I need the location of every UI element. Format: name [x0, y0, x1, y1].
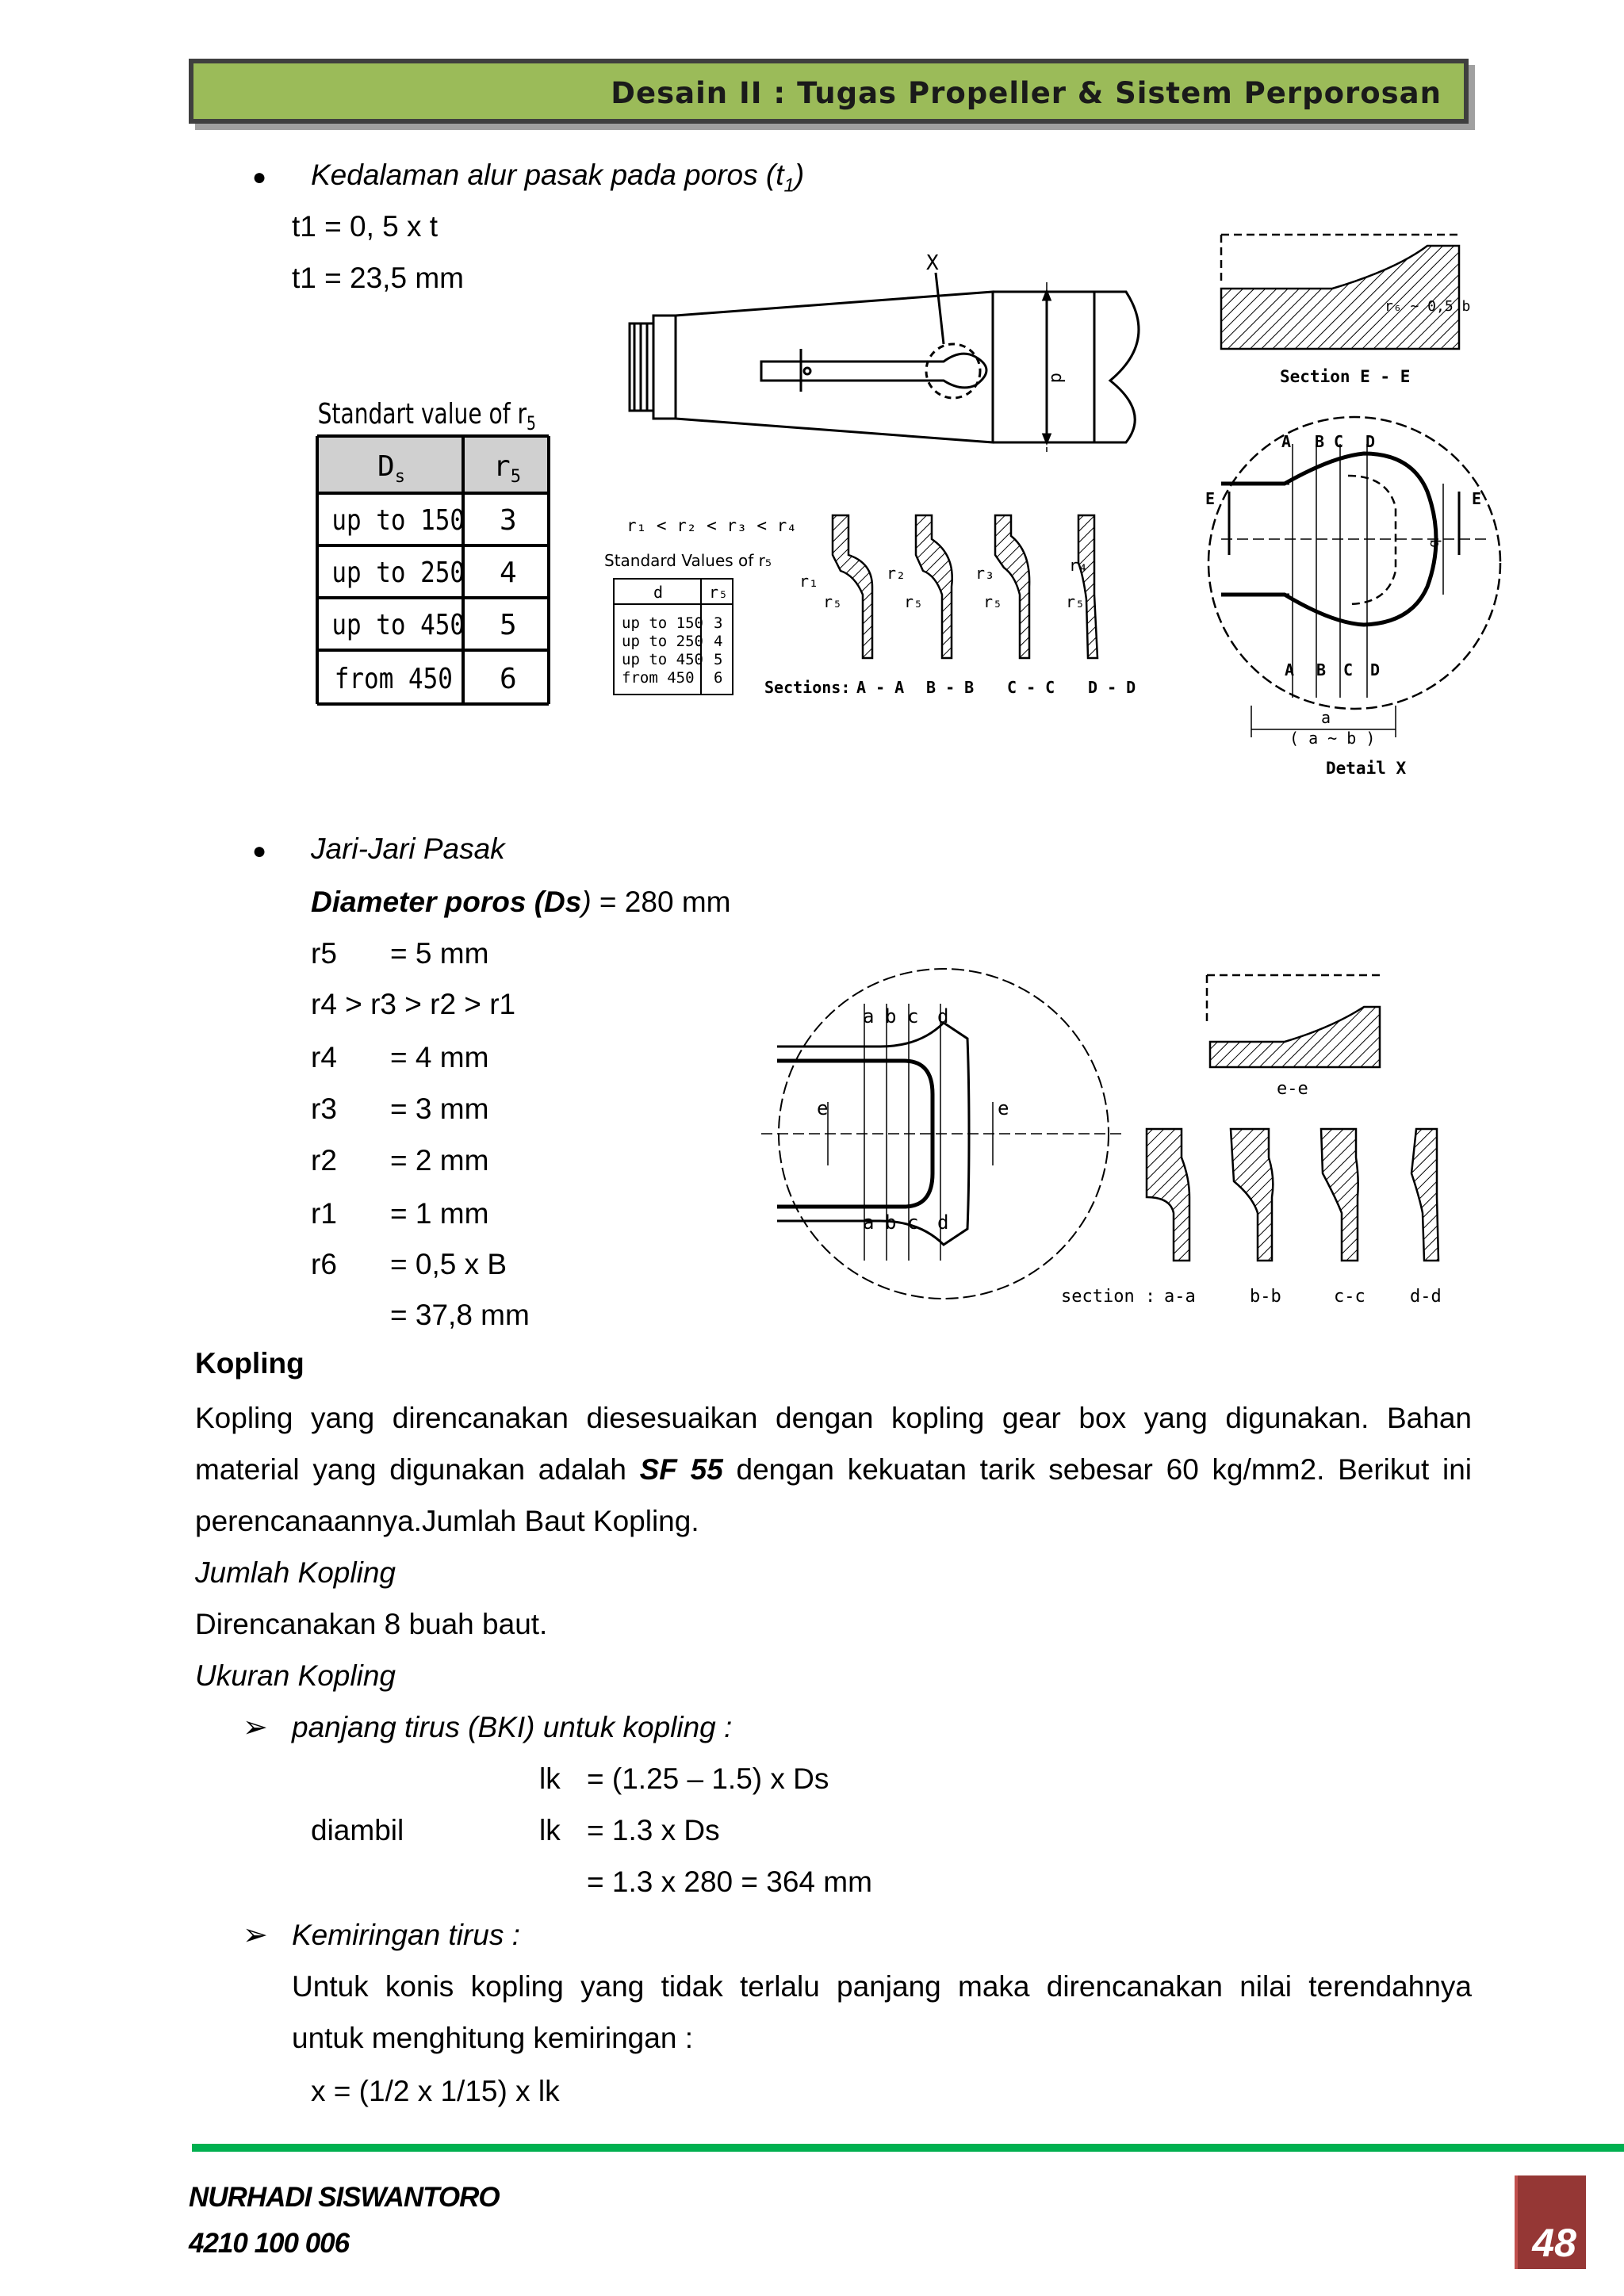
r5-row-val: 3 — [500, 504, 517, 537]
ukuran-kopling-heading: Ukuran Kopling — [195, 1659, 396, 1692]
r5-key: r5 — [311, 937, 337, 970]
section1-heading-text: Kedalaman alur pasak pada poros (t — [311, 159, 784, 191]
kopling-line2-a: material yang digunakan adalah — [195, 1453, 640, 1486]
r5-col-r5: $r_5$ — [493, 450, 521, 487]
fig2-label-c: c — [907, 1005, 919, 1027]
small-col-r5: r₅ — [709, 583, 729, 602]
r4-value: = 4 mm — [390, 1041, 489, 1073]
material-name: SF 55 — [639, 1453, 723, 1486]
detail-label-B: B — [1315, 432, 1325, 451]
fig2-section-aa: a-a — [1164, 1287, 1196, 1307]
fig2-section-cc: c-c — [1334, 1287, 1365, 1307]
eq1-value: = (1.25 – 1.5) x Ds — [587, 1762, 829, 1795]
r5-standard-table — [314, 395, 553, 712]
fig2-label-d: d — [937, 1005, 949, 1027]
section1-heading — [311, 159, 804, 197]
detail-label-E: E — [1472, 489, 1482, 508]
keyway-section-figure — [761, 959, 1459, 1316]
diameter-line — [311, 886, 730, 919]
small-row-d: up to 150 — [622, 614, 703, 632]
r6-value: = 0,5 x B — [390, 1248, 508, 1280]
eq3-value: = 1.3 x 280 = 364 mm — [587, 1866, 872, 1898]
section-aa: A - A — [856, 678, 905, 697]
detail-x-label: Detail X — [1326, 759, 1407, 778]
detail-label-C: C — [1334, 432, 1344, 451]
small-row-r: 6 — [714, 669, 723, 687]
section-bb: B - B — [926, 678, 975, 697]
section1-heading-sub: 1 — [783, 174, 795, 197]
kopling-paragraph-line3: perencanaannya.Jumlah Baut Kopling. — [195, 1505, 699, 1537]
fig2-label-b: b — [885, 1005, 897, 1027]
r6-result: = 37,8 mm — [390, 1299, 530, 1331]
eq2-symbol: lk — [539, 1814, 561, 1846]
fig2-section-bb: b-b — [1250, 1287, 1281, 1307]
small-row-r: 4 — [714, 633, 723, 650]
detail-label-ab: ( a ~ b ) — [1289, 729, 1376, 748]
label-d: d — [1047, 373, 1067, 384]
eq2-value: = 1.3 x Ds — [587, 1814, 720, 1846]
kemiringan-tirus-heading: Kemiringan tirus : — [292, 1919, 520, 1951]
label-r2: r₂ — [887, 564, 906, 583]
arrow-bullet-icon: ➢ — [243, 1711, 268, 1744]
r5-row-val: 5 — [500, 609, 517, 641]
section-cc: C - C — [1007, 678, 1055, 697]
label-r5: r₅ — [1066, 592, 1086, 611]
fig2-label-e: e — [817, 1097, 829, 1119]
kopling-paragraph-line1: Kopling yang direncanakan diesesuaikan dengan kopling gear box yang digunakan. Bahan — [195, 1402, 1472, 1434]
r5-row-ds: up to 150 — [331, 503, 465, 537]
eq1-symbol: lk — [539, 1762, 561, 1795]
jumlah-kopling-text: Direncanakan 8 buah baut. — [195, 1608, 548, 1640]
standard-values-title: Standard Values of r₅ — [604, 551, 772, 570]
diameter-value: = 280 mm — [591, 886, 731, 918]
diameter-label: Diameter poros (Ds — [311, 886, 582, 918]
small-row-d: up to 250 — [622, 633, 703, 650]
r5-row-ds: from 450 — [334, 661, 453, 695]
label-r4: r₄ — [1069, 556, 1089, 575]
detail-label-D: D — [1365, 432, 1376, 451]
small-col-d: d — [653, 583, 664, 602]
diambil-label: diambil — [311, 1814, 404, 1846]
kopling-paragraph-line2 — [195, 1453, 1472, 1487]
bullet-icon: ● — [252, 164, 267, 190]
r5-row-val: 4 — [500, 557, 517, 589]
detail-label-D: D — [1370, 660, 1381, 679]
arrow-bullet-icon: ➢ — [243, 1919, 268, 1952]
author-name: NURHADI SISWANTORO — [189, 2182, 500, 2213]
fig2-section-label: section : — [1061, 1287, 1156, 1307]
r4-key: r4 — [311, 1041, 337, 1073]
small-row-d: up to 450 — [622, 651, 703, 668]
detail-label-E: E — [1205, 489, 1216, 508]
diameter-label-close: ) — [581, 886, 592, 918]
r6-key: r6 — [311, 1248, 337, 1280]
r-order: r4 > r3 > r2 > r1 — [311, 988, 516, 1020]
fig2-label-a: a — [863, 1005, 875, 1027]
r5-row-val: 6 — [500, 663, 517, 695]
fig2-ee-label: e-e — [1277, 1079, 1308, 1099]
bullet-icon: ● — [252, 838, 267, 864]
small-row-r: 5 — [714, 651, 723, 668]
label-r5: r₅ — [983, 592, 1003, 611]
shaft-keyway-figure — [603, 222, 1482, 793]
kemiringan-paragraph-line1: Untuk konis kopling yang tidak terlalu panjang maka direncanakan nilai terendahnya — [292, 1970, 1472, 2003]
r5-table-title: Standart value of $r_5$ — [317, 396, 536, 435]
detail-label-A: A — [1285, 660, 1295, 679]
r5-col-ds: $D_s$ — [377, 450, 405, 487]
kemiringan-paragraph-line2: untuk menghitung kemiringan : — [292, 2022, 693, 2054]
panjang-tirus-heading: panjang tirus (BKI) untuk kopling : — [292, 1711, 733, 1743]
fig2-label-c: c — [907, 1211, 919, 1234]
r6-label: r₆ ~ 0,5 b — [1385, 298, 1471, 315]
r1-value: = 1 mm — [390, 1197, 489, 1230]
fig2-label-a: a — [863, 1211, 875, 1234]
small-row-d: from 450 — [622, 669, 695, 687]
r1-key: r1 — [311, 1197, 337, 1230]
section-ee-label: Section E - E — [1280, 367, 1411, 386]
r-inequality: r₁ < r₂ < r₃ < r₄ — [626, 516, 797, 535]
detail-label-B: B — [1316, 660, 1327, 679]
sections-label: Sections: — [764, 678, 851, 697]
section2-heading: Jari-Jari Pasak — [311, 832, 505, 865]
kopling-title: Kopling — [195, 1347, 304, 1380]
detail-label-C: C — [1343, 660, 1354, 679]
fig2-label-d: d — [937, 1211, 949, 1234]
r3-value: = 3 mm — [390, 1093, 489, 1125]
eq4: x = (1/2 x 1/15) x lk — [311, 2075, 560, 2107]
author-id: 4210 100 006 — [189, 2228, 350, 2259]
label-r1: r₁ — [799, 572, 819, 591]
r2-value: = 2 mm — [390, 1144, 489, 1177]
page-header — [189, 59, 1469, 124]
section-dd: D - D — [1088, 678, 1136, 697]
label-r5: r₅ — [823, 592, 843, 611]
t1-formula: t1 = 0, 5 x t — [292, 210, 439, 243]
t1-result: t1 = 23,5 mm — [292, 262, 464, 294]
label-r5: r₅ — [904, 592, 924, 611]
header-title: Desain II : Tugas Propeller & Sistem Perporosan — [611, 76, 1442, 110]
r5-value: = 5 mm — [390, 937, 489, 970]
detail-label-a: a — [1321, 708, 1331, 727]
section1-heading-close: ) — [794, 159, 805, 191]
r3-key: r3 — [311, 1093, 337, 1125]
label-r3: r₃ — [975, 564, 995, 583]
kopling-line2-c: dengan kekuatan tarik sebesar 60 kg/mm2. Berikut ini — [722, 1453, 1472, 1486]
label-x: X — [926, 251, 939, 275]
footer-divider — [192, 2144, 1624, 2152]
r5-row-ds: up to 450 — [331, 607, 465, 641]
r5-row-ds: up to 250 — [331, 555, 465, 589]
fig2-label-e: e — [998, 1097, 1009, 1119]
page-number-badge — [1515, 2175, 1586, 2269]
small-row-r: 3 — [714, 614, 723, 632]
page-number: 48 — [1532, 2221, 1576, 2265]
detail-label-b: b — [1427, 539, 1443, 548]
fig2-section-dd: d-d — [1410, 1287, 1442, 1307]
jumlah-kopling-heading: Jumlah Kopling — [195, 1556, 396, 1589]
fig2-label-b: b — [885, 1211, 897, 1234]
r2-key: r2 — [311, 1144, 337, 1177]
detail-label-A: A — [1281, 432, 1292, 451]
